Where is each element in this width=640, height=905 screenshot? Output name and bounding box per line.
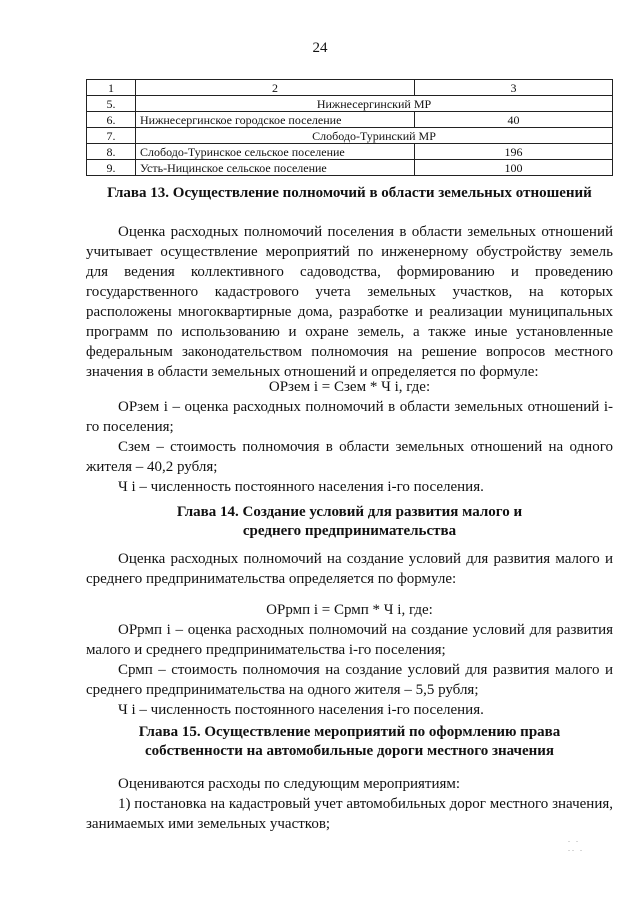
district-name: Нижнесергинский МР [136,96,613,112]
chapter-15-paragraph: Оцениваются расходы по следующим мероприятиям: [118,776,461,792]
chapter-14-def-3: Ч i – численность постоянного населения i-го поселения. [118,702,484,718]
row-number: 9. [87,160,136,176]
table-row [87,112,613,128]
table-header-cell: 2 [136,80,415,96]
chapter-15-title: Глава 15. Осуществление мероприятий по оформлению права собственности на автомобильные дороги местного значения [138,724,561,759]
chapter-13 [86,184,613,203]
table-header-cell: 1 [87,80,136,96]
chapter-14-title: Глава 14. Создание условий для развития малого и среднего предпринимательства [176,504,523,539]
page-number: 24 [312,40,328,56]
row-number: 6. [87,112,136,128]
chapter-14-def-1: ОРрмп i – оценка расходных полномочий на создание условий для развития малого и среднего предпринимательства i-го поселения; [86,622,613,658]
table-header-row [87,80,613,96]
row-number: 7. [87,128,136,144]
chapter-14-def-2: Срмп – стоимость полномочия на создание условий для развития малого и среднего предпринимательства на одного жителя – 5,5 рубля; [86,662,613,698]
scan-speck: . . .. . [568,835,584,853]
chapter-14-formula-block [86,600,613,720]
data-table [86,79,613,176]
table-row [87,160,613,176]
chapter-14-paragraph: Оценка расходных полномочий на создание условий для развития малого и среднего предпринимательства определяется по формуле: [86,551,613,587]
chapter-15-item-1: 1) постановка на кадастровый учет автомобильных дорог местного значения, занимаемых ими земельных участков; [86,796,613,832]
chapter-13-def-1: ОРзем i – оценка расходных полномочий в области земельных отношений i-го поселения; [86,399,613,435]
table-row [87,96,613,112]
row-number: 5. [87,96,136,112]
settlement-value: 40 [415,112,613,128]
chapter-15 [86,723,613,761]
settlement-name: Нижнесергинское городское поселение [136,112,415,128]
chapter-13-formula: ОРзем i = Сзем * Ч i, где: [268,379,431,395]
chapter-14 [86,503,613,541]
table-row [87,128,613,144]
chapter-15-body [86,774,613,834]
district-name: Слободо-Туринский МР [136,128,613,144]
settlement-value: 100 [415,160,613,176]
settlement-name: Слободо-Туринское сельское поселение [136,144,415,160]
row-number: 8. [87,144,136,160]
table-row [87,144,613,160]
chapter-13-title: Глава 13. Осуществление полномочий в области земельных отношений [107,185,592,201]
settlement-value: 196 [415,144,613,160]
settlement-name: Усть-Ницинское сельское поселение [136,160,415,176]
chapter-13-paragraph: Оценка расходных полномочий поселения в области земельных отношений учитывает осуществление мероприятий по инженерному обустройству земель для ведения коллективного садоводства, формированию и проведению государственного кадастрового учета земельных участков, на которых расположены многоквартирные дома, разработке и реализации муниципальных программ по использованию и охране земель, а также иные установленные федеральным законодательством полномочия на решение вопросов местного значения в области земельных отношений и определяется по формуле: [86,224,613,380]
table-header-cell: 3 [415,80,613,96]
chapter-14-formula: ОРрмп i = Срмп * Ч i, где: [266,602,433,618]
chapter-13-def-3: Ч i – численность постоянного населения i-го поселения. [118,479,484,495]
chapter-13-def-2: Сзем – стоимость полномочия в области земельных отношений на одного жителя – 40,2 рубля; [86,439,613,475]
chapter-14-body [86,549,613,589]
chapter-13-formula-block [86,377,613,497]
chapter-13-body [86,222,613,382]
